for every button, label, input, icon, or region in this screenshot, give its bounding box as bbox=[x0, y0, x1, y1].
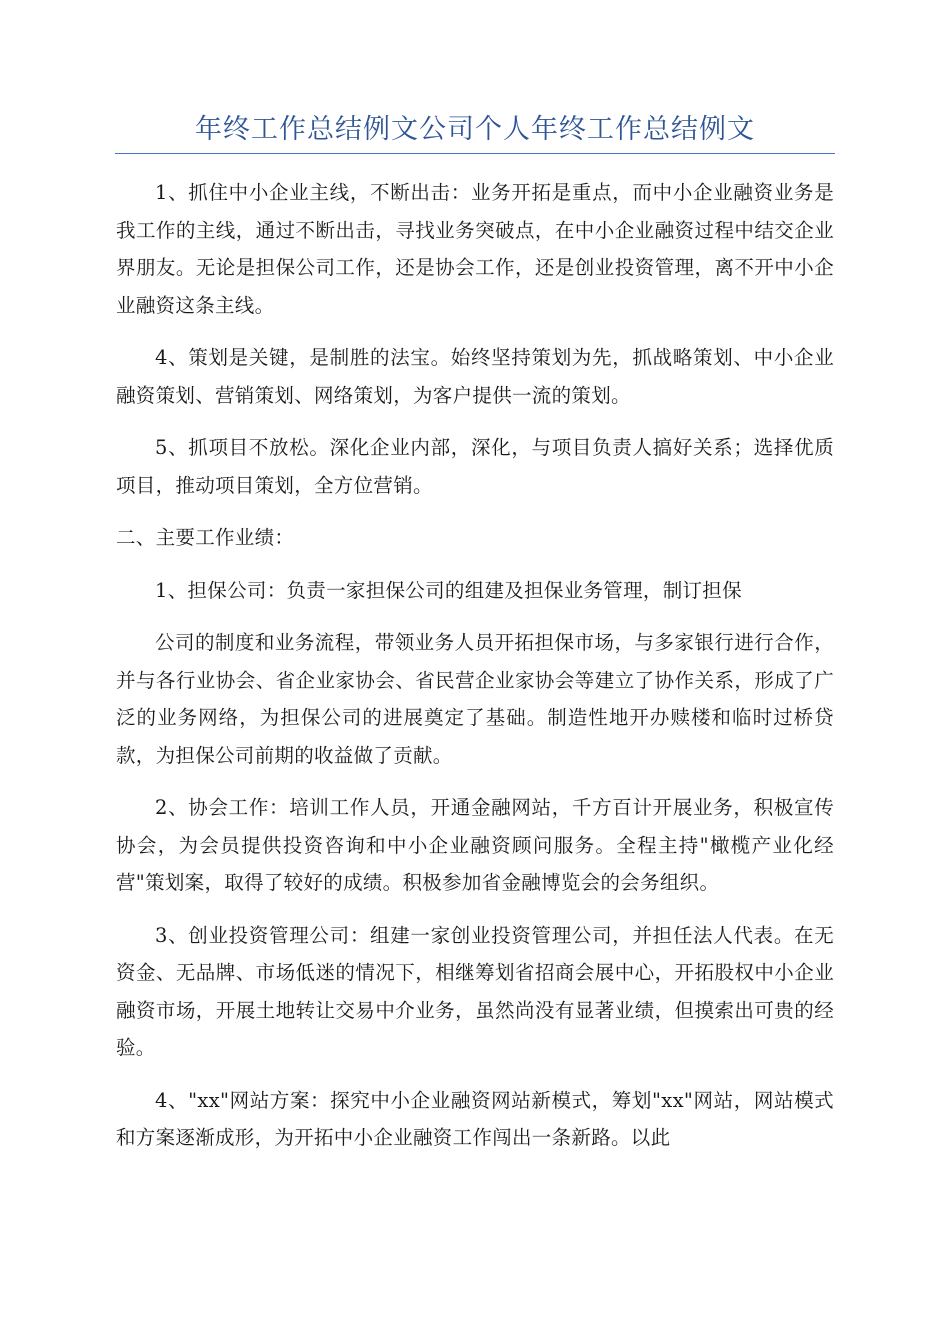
paragraph-1: 1、抓住中小企业主线，不断出击：业务开拓是重点，而中小企业融资业务是我工作的主线，通过不断出击，寻找业务突破点，在中小企业融资过程中结交企业界朋友。无论是担保公司工作，还是协会工作，还是创业投资管理，离不开中小企业融资这条主线。 bbox=[116, 181, 834, 317]
document-body bbox=[116, 174, 834, 1172]
section-heading: 二、主要工作业绩： bbox=[116, 526, 295, 549]
paragraph-5: 公司的制度和业务流程，带领业务人员开拓担保市场，与多家银行进行合作，并与各行业协会、省企业家协会、省民营企业家协会等建立了协作关系，形成了广泛的业务网络，为担保公司的进展奠定了基础。制造性地开办赎楼和临时过桥贷款，为担保公司前期的收益做了贡献。 bbox=[116, 631, 834, 767]
paragraph-7: 3、创业投资管理公司：组建一家创业投资管理公司，并担任法人代表。在无资金、无品牌、市场低迷的情况下，相继筹划省招商会展中心，开拓股权中小企业融资市场，开展土地转让交易中介业务，虽然尚没有显著业绩，但摸索出可贵的经验。 bbox=[116, 923, 834, 1059]
paragraph-3: 5、抓项目不放松。深化企业内部，深化，与项目负责人搞好关系；选择优质项目，推动项目策划，全方位营销。 bbox=[116, 436, 834, 497]
document-title: 年终工作总结例文公司个人年终工作总结例文 bbox=[195, 114, 755, 145]
paragraph-8: 4、"xx"网站方案：探究中小企业融资网站新模式，筹划"xx"网站，网站模式和方案逐渐成形，为开拓中小企业融资工作闯出一条新路。以此 bbox=[116, 1088, 834, 1149]
paragraph-2: 4、策划是关键，是制胜的法宝。始终坚持策划为先，抓战略策划、中小企业融资策划、营销策划、网络策划，为客户提供一流的策划。 bbox=[116, 346, 834, 407]
paragraph-4: 1、担保公司：负责一家担保公司的组建及担保业务管理，制订担保 bbox=[155, 578, 742, 602]
title-underline bbox=[115, 153, 835, 154]
paragraph-6: 2、协会工作：培训工作人员，开通金融网站，千方百计开展业务，积极宣传协会，为会员提供投资咨询和中小企业融资顾问服务。全程主持"橄榄产业化经营"策划案，取得了较好的成绩。积极参加省金融博览会的会务组织。 bbox=[116, 796, 834, 894]
